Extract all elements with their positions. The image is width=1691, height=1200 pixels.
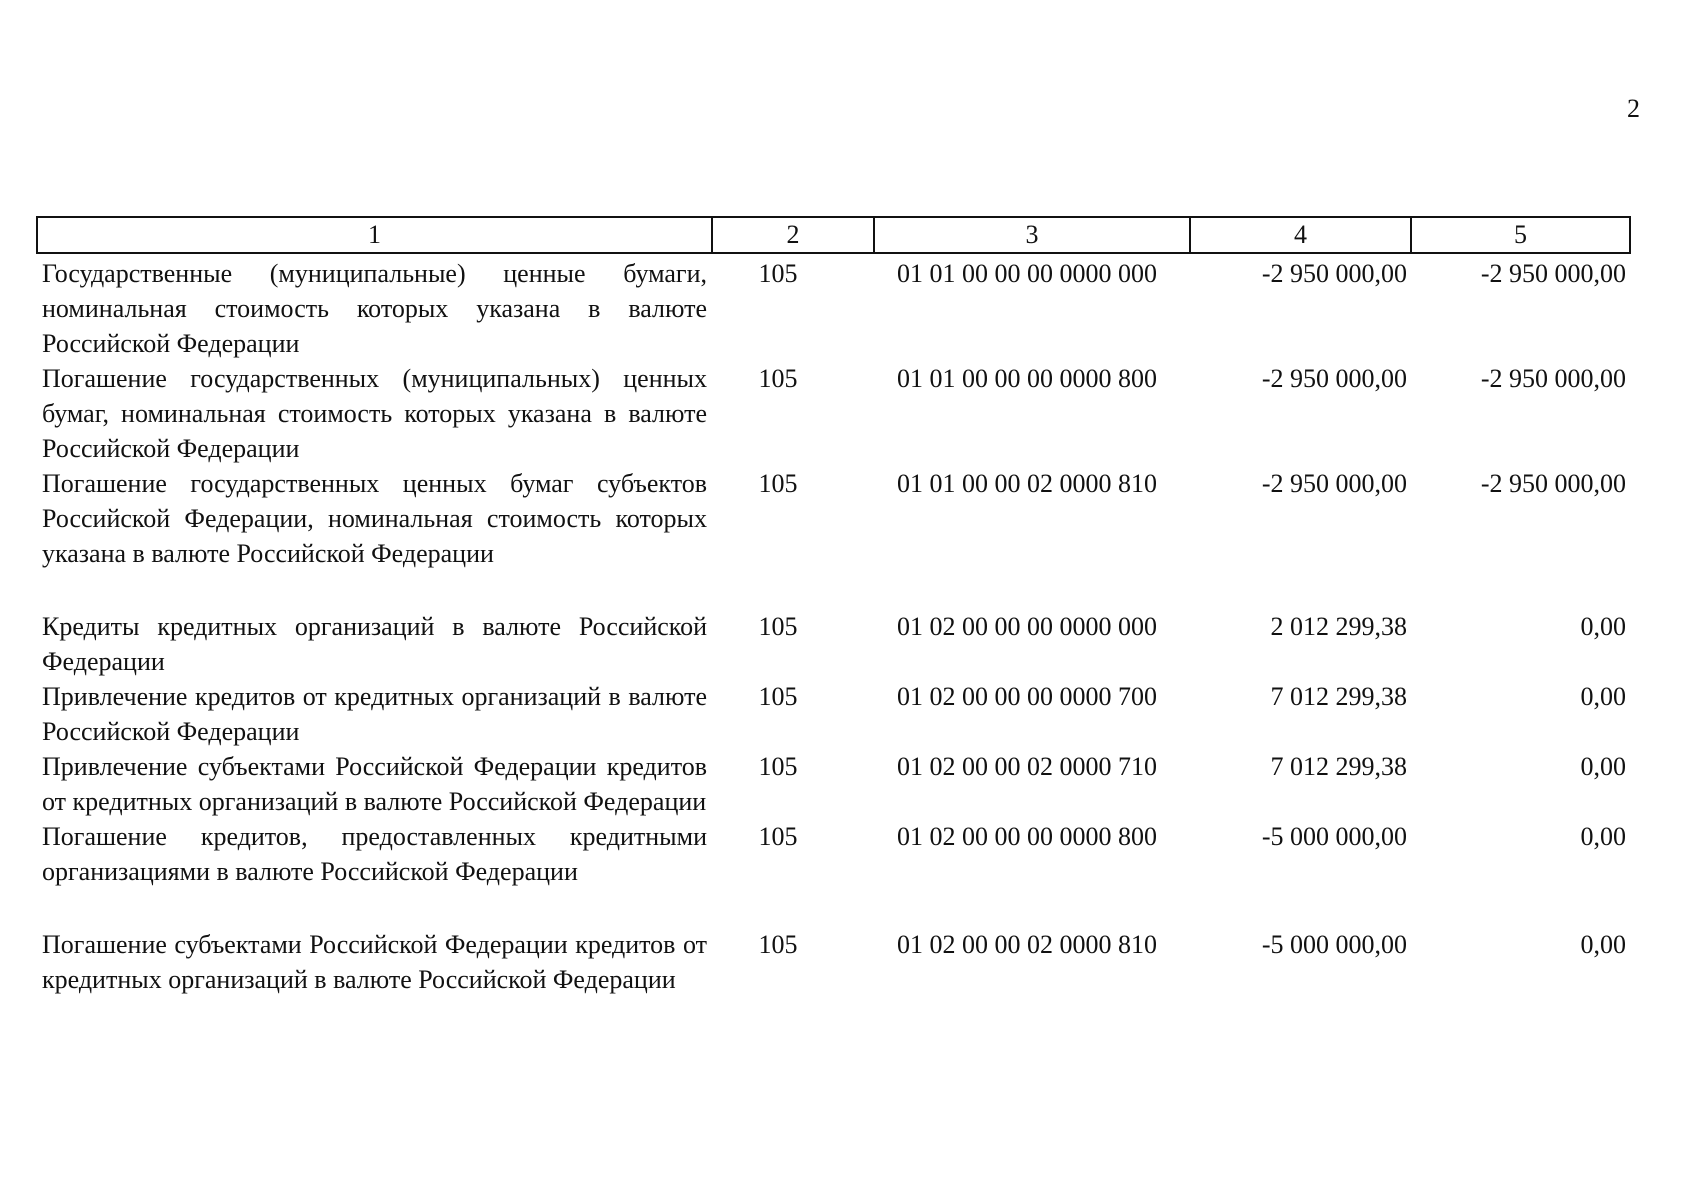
row-kbk-code: 01 02 00 00 02 0000 710 [897, 752, 1157, 781]
row-sum-1: 7 012 299,38 [1270, 752, 1407, 781]
row-sum-2: -2 950 000,00 [1480, 469, 1626, 498]
row-name: Государственные (муниципальные) ценные бумаги, номинальная стоимость которых указана в валюте Российской Федерации [42, 259, 707, 358]
column-header-1: 1 [37, 217, 712, 253]
row-kbk-code: 01 01 00 00 00 0000 800 [897, 364, 1157, 393]
table-row [37, 361, 1630, 466]
row-name: Погашение государственных (муниципальных) ценных бумаг, номинальная стоимость которых указана в валюте Российской Федерации [42, 364, 707, 463]
column-header-5: 5 [1411, 217, 1630, 253]
row-kbk-code: 01 01 00 00 02 0000 810 [897, 469, 1157, 498]
row-sum-1: 2 012 299,38 [1270, 612, 1407, 641]
row-sum-1: -2 950 000,00 [1261, 469, 1407, 498]
row-admin-code: 105 [758, 752, 798, 781]
row-kbk-code: 01 02 00 00 02 0000 810 [897, 930, 1157, 959]
column-header-2: 2 [712, 217, 874, 253]
row-name: Кредиты кредитных организаций в валюте Российской Федерации [42, 612, 707, 676]
row-sum-2: 0,00 [1580, 930, 1626, 959]
row-admin-code: 105 [758, 682, 798, 711]
row-name: Привлечение кредитов от кредитных организаций в валюте Российской Федерации [42, 682, 707, 746]
row-sum-1: -2 950 000,00 [1261, 259, 1407, 288]
table-row [37, 253, 1630, 361]
row-sum-1: -5 000 000,00 [1261, 822, 1407, 851]
row-admin-code: 105 [758, 612, 798, 641]
row-name: Погашение субъектами Российской Федерации кредитов от кредитных организаций в валюте Российской Федерации [42, 930, 707, 994]
row-admin-code: 105 [758, 822, 798, 851]
table-row [37, 679, 1630, 749]
table-row [37, 749, 1630, 819]
row-kbk-code: 01 02 00 00 00 0000 800 [897, 822, 1157, 851]
row-sum-2: -2 950 000,00 [1480, 364, 1626, 393]
column-header-3: 3 [874, 217, 1190, 253]
row-sum-2: 0,00 [1580, 822, 1626, 851]
row-sum-2: 0,00 [1580, 612, 1626, 641]
row-admin-code: 105 [758, 930, 798, 959]
row-sum-1: -5 000 000,00 [1261, 930, 1407, 959]
row-sum-2: 0,00 [1580, 682, 1626, 711]
row-sum-2: -2 950 000,00 [1480, 259, 1626, 288]
row-kbk-code: 01 01 00 00 00 0000 000 [897, 259, 1157, 288]
column-header-4: 4 [1190, 217, 1411, 253]
table-header [37, 217, 1630, 253]
row-kbk-code: 01 02 00 00 00 0000 000 [897, 612, 1157, 641]
budget-table [36, 216, 1631, 997]
row-kbk-code: 01 02 00 00 00 0000 700 [897, 682, 1157, 711]
table-row [37, 819, 1630, 927]
row-admin-code: 105 [758, 259, 798, 288]
page-number: 2 [1627, 94, 1640, 123]
table-body [37, 253, 1630, 997]
row-admin-code: 105 [758, 469, 798, 498]
row-name: Погашение кредитов, предоставленных кредитными организациями в валюте Российской Федерации [42, 822, 707, 886]
row-admin-code: 105 [758, 364, 798, 393]
table-row [37, 927, 1630, 997]
table-row [37, 609, 1630, 679]
row-sum-1: -2 950 000,00 [1261, 364, 1407, 393]
row-name: Погашение государственных ценных бумаг субъектов Российской Федерации, номинальная стоимость которых указана в валюте Российской Федерации [42, 469, 707, 568]
row-name: Привлечение субъектами Российской Федерации кредитов от кредитных организаций в валюте Российской Федерации [42, 752, 707, 816]
row-sum-1: 7 012 299,38 [1270, 682, 1407, 711]
row-sum-2: 0,00 [1580, 752, 1626, 781]
table-row [37, 466, 1630, 609]
header-row [37, 217, 1630, 253]
